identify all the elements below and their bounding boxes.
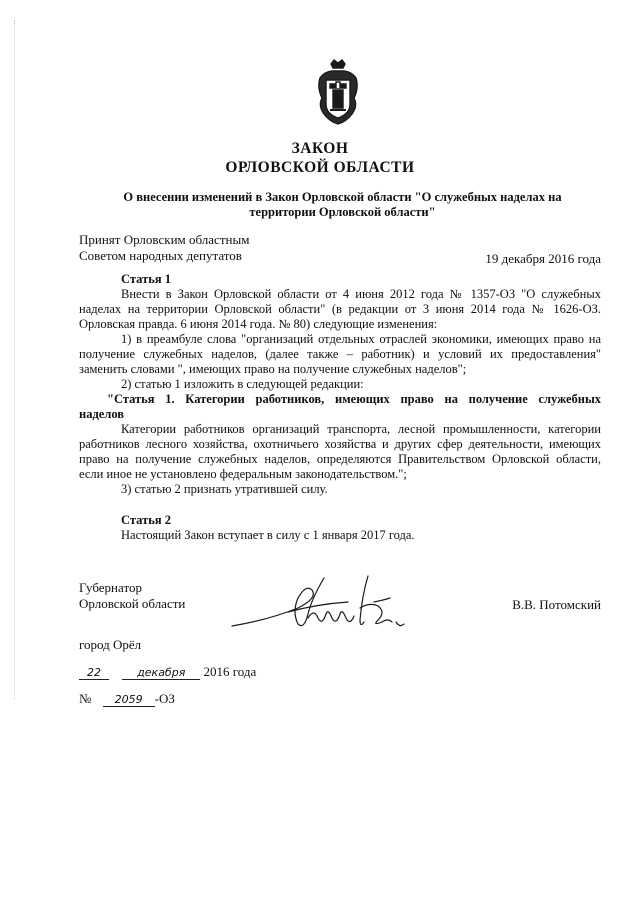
- quoted-article-text-line-2: работников лесного хозяйства, охотничьего хозяйства и других сфер деятельности, имеющих: [79, 437, 601, 451]
- law-number-value: 2059: [103, 693, 155, 707]
- document-title-region: ОРЛОВСКОЙ ОБЛАСТИ: [225, 159, 415, 176]
- adoption-block: [79, 232, 249, 263]
- signer-position-line-1: Губернатор: [79, 580, 142, 595]
- article-1-item-1-line-3: заменить словами ", имеющих право на получение служебных наделов";: [79, 362, 467, 376]
- document-subtitle: О внесении изменений в Закон Орловской области "О служебных наделах на территории Орловской области": [123, 190, 562, 219]
- article-1-intro-line-3: Орловская правда. 6 июня 2014 года. № 80) следующие изменения:: [79, 317, 438, 331]
- signing-day: 22: [79, 666, 109, 680]
- quoted-article-text-line-3: право на получение служебных наделов, определяются Правительством Орловской области,: [79, 452, 601, 466]
- adoption-date: 19 декабря 2016 года: [485, 251, 601, 266]
- coat-of-arms-emblem: [314, 58, 362, 126]
- city-of-signing: город Орёл: [79, 637, 142, 652]
- article-2-text: Настоящий Закон вступает в силу с 1 января 2017 года.: [121, 528, 415, 542]
- article-1-item-1-line-2: получение служебных наделов, (далее также – работник) и условий их предоставления": [79, 347, 601, 361]
- signer-position-line-2: Орловской области: [79, 596, 186, 611]
- article-1-item-3: 3) статью 2 признать утратившей силу.: [121, 482, 328, 496]
- article-1-item-1-line-1: 1) в преамбуле слова "организаций отдельных отраслей экономики, имеющих право на: [121, 332, 601, 346]
- signer-position: [79, 580, 185, 612]
- article-1-intro-line-1: Внести в Закон Орловской области от 4 июня 2012 года № 1357-ОЗ "О служебных: [121, 287, 601, 301]
- law-body: [79, 272, 601, 543]
- adoption-line-2: Советом народных депутатов: [79, 247, 242, 263]
- quoted-article-text-line-4: если иное не установлено федеральным законодательством.";: [79, 467, 407, 481]
- law-number-prefix: №: [79, 691, 92, 706]
- signing-year: 2016 года: [203, 664, 257, 679]
- article-1-heading: Статья 1: [121, 272, 171, 286]
- adoption-line-1: Принят Орловским областным: [79, 232, 250, 247]
- law-number: [79, 691, 175, 707]
- quoted-article-heading-line-1: "Статья 1. Категории работников, имеющих право на получение служебных: [107, 392, 601, 406]
- article-2-heading: Статья 2: [121, 513, 171, 527]
- document-title: ЗАКОН: [291, 140, 349, 157]
- margin-dotted-line: [14, 20, 15, 700]
- quoted-article-heading-line-2: наделов: [79, 407, 125, 421]
- quoted-article-text-line-1: Категории работников организаций транспорта, лесной промышленности, категории: [121, 422, 601, 436]
- signing-month: декабря: [122, 666, 200, 680]
- signing-date: [79, 664, 256, 680]
- signer-name: В.В. Потомский: [512, 597, 601, 612]
- law-number-suffix: -ОЗ: [154, 691, 175, 706]
- article-1-item-2: 2) статью 1 изложить в следующей редакции:: [121, 377, 364, 391]
- article-1-intro-line-2: наделах на территории Орловской области" (в редакции от 3 июня 2014 года № 1626-ОЗ.: [79, 302, 601, 316]
- handwritten-signature: [228, 568, 418, 640]
